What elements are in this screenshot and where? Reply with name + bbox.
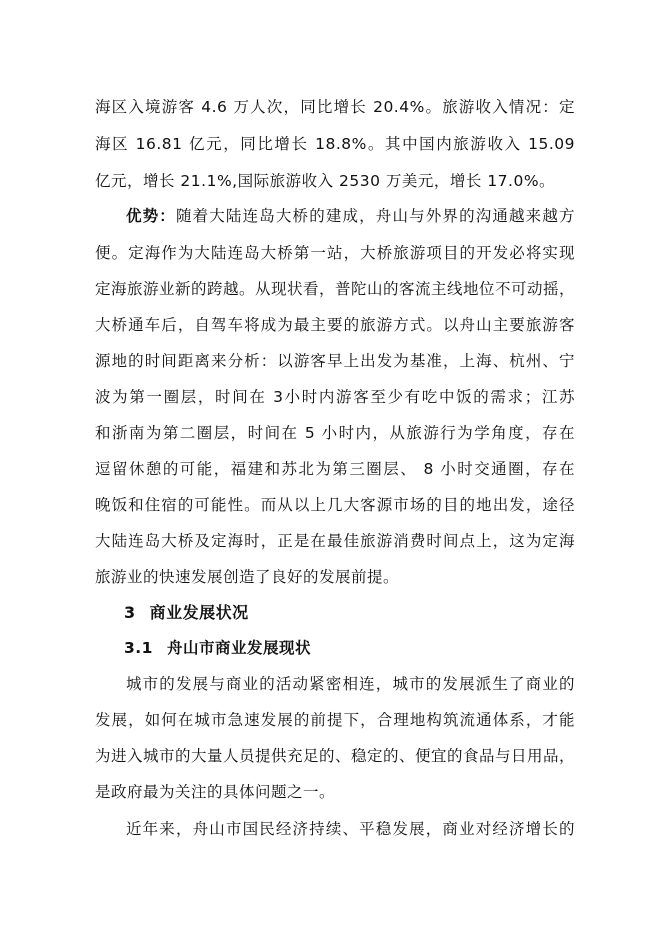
subsection-heading <box>124 636 311 660</box>
subsection-number: 3.1 <box>124 639 153 657</box>
paragraph-lead: 优势： <box>126 207 176 225</box>
paragraph-line: 源地的时间距离来分析：以游客早上出发为基准，上海、杭州、宁 <box>95 352 575 370</box>
paragraph-line: 大桥通车后，自驾车将成为最主要的旅游方式。以舟山主要旅游客 <box>95 316 575 334</box>
paragraph-line: 发展，如何在城市急速发展的前提下，合理地构筑流通体系，才能 <box>95 711 575 729</box>
paragraph-line: 和浙南为第二圈层，时间在 5 小时内，从旅游行为学角度，存在 <box>95 424 575 442</box>
paragraph-line: 大陆连岛大桥及定海时，正是在最佳旅游消费时间点上，这为定海 <box>95 532 575 550</box>
paragraph-line: 晚饭和住宿的可能性。而从以上几大客源市场的目的地出发，途径 <box>95 496 575 514</box>
paragraph-line: 为进入城市的大量人员提供充足的、稳定的、便宜的食品与日用品， <box>95 747 576 765</box>
paragraph-line: 是政府最为关注的具体问题之一。 <box>95 783 336 801</box>
paragraph-line: 海区入境游客 4.6 万人次，同比增长 20.4%。旅游收入情况：定 <box>95 98 575 116</box>
paragraph-text: 随着大陆连岛大桥的建成，舟山与外界的沟通越来越方 <box>175 207 575 225</box>
paragraph-line: 逗留休憩的可能，福建和苏北为第三圈层、 8 小时交通圈，存在 <box>95 460 575 478</box>
section-title: 商业发展状况 <box>149 603 249 622</box>
paragraph-line: 波为第一圈层，时间在 3小时内游客至少有吃中饭的需求；江苏 <box>95 388 575 406</box>
section-heading <box>124 601 249 625</box>
section-number: 3 <box>124 603 136 622</box>
paragraph-line: 旅游业的快速发展创造了良好的发展前提。 <box>95 568 400 586</box>
paragraph-first-line <box>126 204 575 228</box>
paragraph-first-line: 近年来，舟山市国民经济持续、平稳发展，商业对经济增长的 <box>126 820 575 838</box>
subsection-title: 舟山市商业发展现状 <box>166 639 311 657</box>
paragraph-first-line: 城市的发展与商业的活动紧密相连，城市的发展派生了商业的 <box>126 675 575 693</box>
paragraph-line: 定海旅游业新的跨越。从现状看，普陀山的客流主线地位不可动摇， <box>95 280 576 298</box>
paragraph-line: 海区 16.81 亿元，同比增长 18.8%。其中国内旅游收入 15.09 <box>95 135 575 153</box>
paragraph-line: 便。定海作为大陆连岛大桥第一站，大桥旅游项目的开发必将实现 <box>95 244 575 262</box>
paragraph-line: 亿元，增长 21.1%,国际旅游收入 2530 万美元，增长 17.0%。 <box>95 172 556 190</box>
